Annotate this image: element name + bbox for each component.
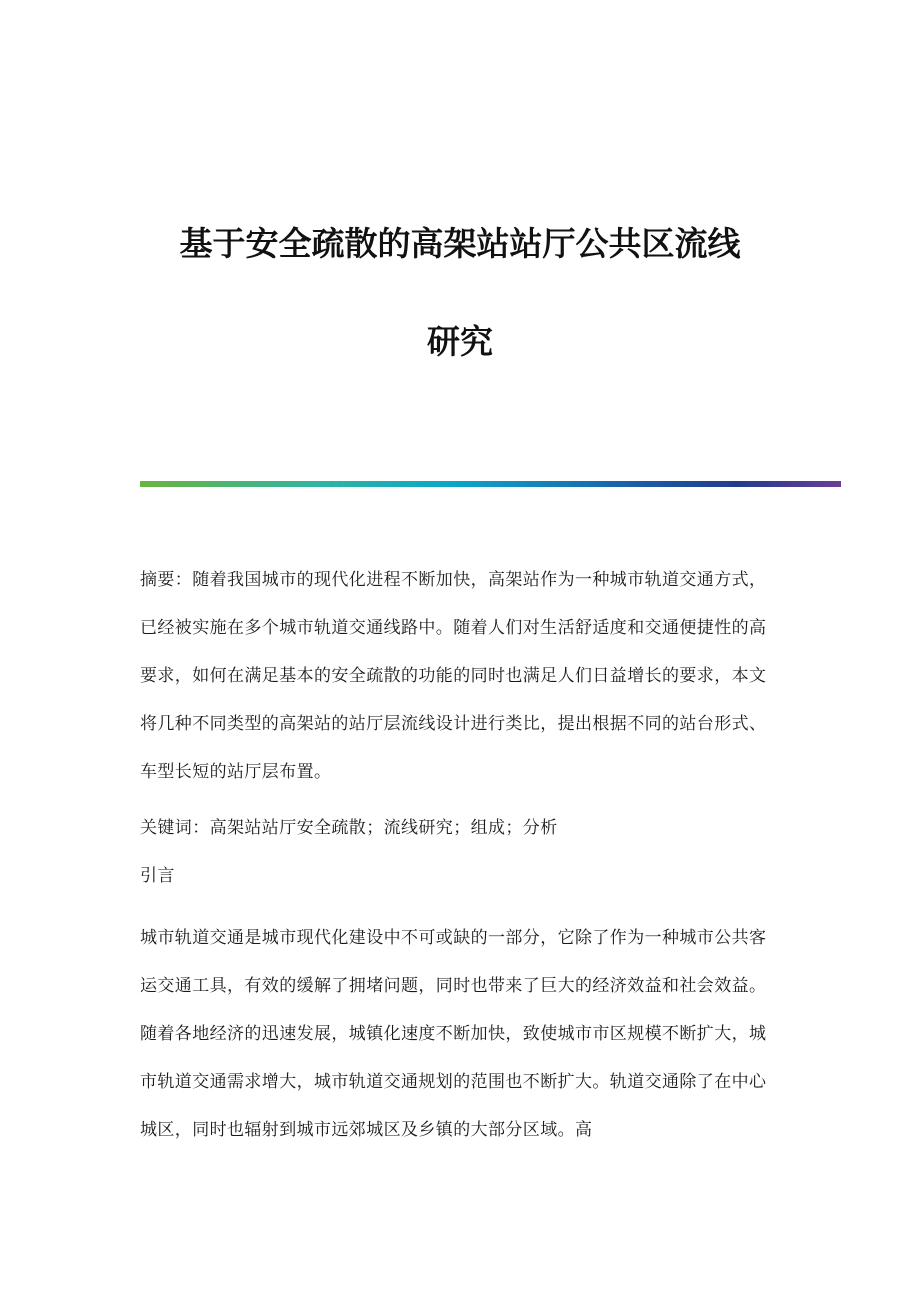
document-title-line-1: 基于安全疏散的高架站站厅公共区流线 — [179, 224, 741, 263]
abstract-paragraph: 摘要：随着我国城市的现代化进程不断加快，高架站作为一种城市轨道交通方式，已经被实施在多个城市轨道交通线路中。随着人们对生活舒适度和交通便捷性的高要求，如何在满足基本的安全疏散的功能的同时也满足人们日益增长的要求，本文将几种不同类型的高架站的站厅层流线设计进行类比，提出根据不同的站台形式、车型长短的站厅层布置。 — [140, 570, 767, 782]
body-paragraph: 城市轨道交通是城市现代化建设中不可或缺的一部分，它除了作为一种城市公共客运交通工具，有效的缓解了拥堵问题，同时也带来了巨大的经济效益和社会效益。随着各地经济的迅速发展，城镇化速度不断加快，致使城市市区规模不断扩大，城市轨道交通需求增大，城市轨道交通规划的范围也不断扩大。轨道交通除了在中心城区，同时也辐射到城市远郊城区及乡镇的大部分区域。高 — [140, 928, 767, 1140]
gradient-divider — [140, 481, 841, 487]
document-title-line-2: 研究 — [427, 322, 493, 361]
section-heading-introduction: 引言 — [140, 866, 175, 886]
keywords-line: 关键词：高架站站厅安全疏散；流线研究；组成；分析 — [140, 818, 558, 838]
